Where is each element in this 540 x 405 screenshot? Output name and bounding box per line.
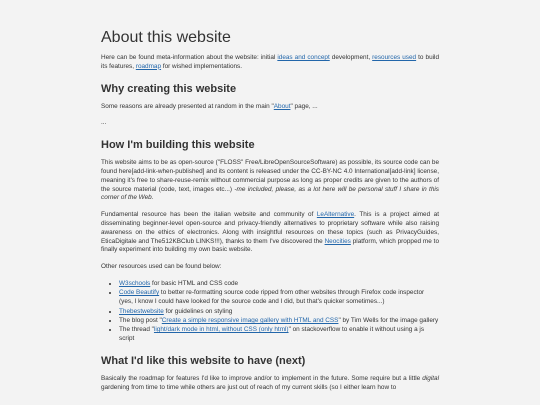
lealternative-link[interactable]: LeAlternative <box>316 211 355 219</box>
intro-text-3: to build its features, <box>101 54 440 70</box>
why-ellipsis: ... <box>101 119 107 127</box>
dark-mode-thread-link[interactable]: light/dark mode in html, without CSS (only html) <box>153 326 289 334</box>
list-item-text: to better re-formatting source code ripped from other websites through Firefox code inspector (yes, I know I could have looked for the source code and I did, but that's quicker sometimes...) <box>119 289 425 306</box>
how-p2-text-1: Fundamental resource has been the italian website and community of <box>101 211 317 219</box>
thebestwebsite-link[interactable]: Thebestwebsite <box>119 307 164 315</box>
list-item <box>119 280 439 289</box>
list-item-text: for guidelines on styling <box>163 307 233 315</box>
roadmap-link[interactable]: roadmap <box>135 62 162 70</box>
list-item <box>119 317 439 326</box>
list-item-prefix: The blog post " <box>119 316 162 324</box>
list-item-text: for basic HTML and CSS code <box>150 279 239 287</box>
image-gallery-post-link[interactable]: Create a simple responsive image gallery with HTML and CSS <box>161 316 339 324</box>
why-heading: Why creating this website <box>101 82 237 95</box>
intro-text-4: for wished implementations. <box>161 62 243 70</box>
about-link[interactable]: About <box>273 102 291 110</box>
how-paragraph-3: Other resources used can be found below: <box>101 263 222 271</box>
how-paragraph-1 <box>101 159 439 203</box>
w3schools-link[interactable]: W3schools <box>119 279 151 287</box>
how-p1-text: This website aims to be as open-source ("FLOSS" Free/LibreOpenSourceSoftware) as possible, its source code can be found here[add-link-when-published] and its content is released under the CC-BY-NC 4.0 International[add-link] license, meaning it's free to share-reuse-remix without commercial purpose as long as proper credits are given to the authors of the source material (code, text, images etc...) <box>101 159 439 193</box>
how-p2-text-2: . This is a project aimed at disseminating beginner-level open-source and privacy-friendly alternatives to proprietary software while also raising awareness on the ethics of electronics. Along with insightful resources on these topics (such as PrivacyGuides, EticaDigitale and The512KBClub LINKS!!!), thanks to them I've discovered the <box>101 211 439 245</box>
how-paragraph-2 <box>101 211 439 255</box>
list-item <box>119 289 439 307</box>
what-heading: What I'd like this website to have (next) <box>101 354 306 367</box>
how-p1-emphasis: -me included, please, as a lot here will be personal stuff I share in this corner of the Web. <box>101 185 439 202</box>
list-item <box>119 308 439 317</box>
page-title: About this website <box>101 29 231 46</box>
why-text-1: Some reasons are already presented at random in the main " <box>101 102 274 110</box>
intro-text-1: Here can be found meta-information about the website: initial <box>101 54 278 61</box>
how-p2-text-3: platform, which propped me to finally experiment into building my own basic website. <box>101 237 439 254</box>
page-content <box>101 0 439 393</box>
why-text-2: " page, ... <box>290 102 318 110</box>
list-item-text: " by Tim Wells for the image gallery <box>338 316 439 324</box>
code-beautify-link[interactable]: Code Beautify <box>119 289 160 297</box>
what-emphasis: digital <box>422 374 439 382</box>
resources-list <box>101 280 439 344</box>
what-text-1: Basically the roadmap for features I'd like to improve and/or to implement in the future. Some require but a little <box>101 374 423 382</box>
what-text-2: gardening from time to time while others are just out of reach of my current skills (so I either learn how to <box>101 383 397 391</box>
neocities-link[interactable]: Neocities <box>324 237 351 245</box>
resources-used-link[interactable]: resources used <box>372 54 417 61</box>
what-paragraph <box>101 375 439 393</box>
ideas-concept-link[interactable]: ideas and concept <box>277 54 330 61</box>
list-item-prefix: The thread " <box>119 326 154 334</box>
how-heading: How I'm building this website <box>101 139 255 152</box>
intro-paragraph <box>101 54 439 72</box>
list-item <box>119 326 439 344</box>
why-paragraph <box>101 103 439 112</box>
list-item-text: " on stackoverflow to enable it without using a js script <box>119 326 425 343</box>
intro-text-2: development, <box>329 54 373 61</box>
